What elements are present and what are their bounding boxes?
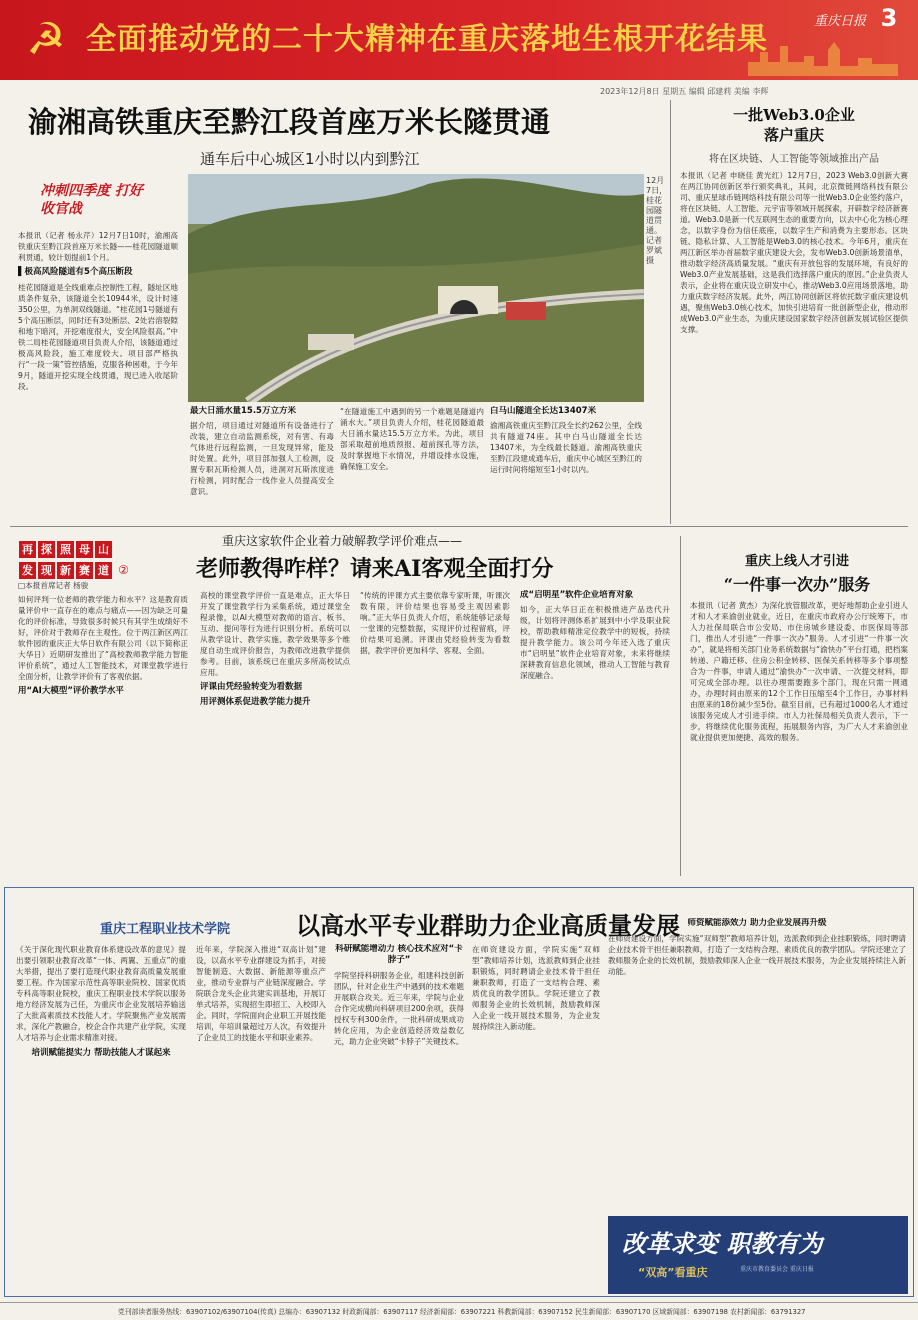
page-banner <box>0 0 918 80</box>
vocational-title: 以高水平专业群助力企业高质量发展 <box>296 911 680 940</box>
lead-title: 渝湘高铁重庆至黔江段首座万米长隧贯通 <box>28 105 551 139</box>
stamp-char: 探 <box>38 541 55 558</box>
skyline-decoration-icon <box>748 40 898 76</box>
vocational-column-5 <box>608 918 906 1210</box>
column-divider <box>670 100 671 524</box>
vocational-body-1: 《关于深化现代职业教育体系建设改革的意见》提出要引领职业教育改革“一体、两翼、五重点”的重大举措，提出了要打造现代职业教育高质量发展重要工程。作为国家示范性高等职业院校、国家优质专科高等职业院校，重庆工程职业技术学院以服务地方经济发展为己任，为重庆市企业发展培养输送了大批高素质技术技能人才。学院聚焦产业发展需求，深化产教融合，校企合作共建产业学院，实现人才培养与企业需求精准对接。 <box>16 945 186 1042</box>
education-body-2: 高校的课堂教学评价一直是难点，正大华日开发了课堂教学行为采集系统，通过课堂全程录像，以AI大模型对教师的语言、板书、互动、提问等行为进行识别分析。系统可以从教学设计、教学实施、教学效果等多个维度自动生成评价报告，为教师改进教学提供参考。目前，该系统已在重庆多所高校试点应用。 <box>200 591 350 677</box>
vocational-subhead-3: 师资赋能添效力 助力企业发展再升级 <box>687 918 827 928</box>
vocational-subhead-2: 科研赋能增动力 核心技术应对“卡脖子” <box>335 944 463 965</box>
education-body-4: 如今，正大华日正在积极推进产品迭代升级，计划将评测体系扩展到中小学及职业院校，帮助教师精准定位教学中的短板，持续提升教学能力。该公司今年还入选了重庆市“启明星”软件企业培育对象，未来将继续深耕教育信息化领域，推动人工智能与教育深度融合。 <box>520 605 670 680</box>
education-subhead-4: 成“启明星”软件企业培育对象 <box>520 590 634 600</box>
education-body-1: 如何评判一位老师的教学能力和水平？这是教育质量评价中一直存在的难点与痛点——因为缺乏可量化的评价标准，导致很多时候只有其学生成绩好不好，评价对于教师存在主观性。位于两江新区两江软件园的重庆正大华日软件有限公司（以下简称正大华日）近期研发推出了“高校教师教学能力智能评价系统”，通过人工智能技术，对课堂教学进行全面分析，让教学评价有了客观依据。 <box>18 595 188 681</box>
stamp-char: 山 <box>95 541 112 558</box>
dateline: 2023年12月8日 星期五 编辑 邱建莉 美编 李辉 <box>600 87 769 96</box>
tunnel-photo <box>188 174 644 402</box>
vocational-body-4: 在师资建设方面，学院实施“双师型”教师培养计划，选派教师到企业挂职锻炼，同时聘请企业技术骨干担任兼职教师，打造了一支结构合理、素质优良的教学团队。学院还建立了教师服务企业的长效机制，鼓励教师深入企业一线开展技术服务，为企业发展持续注入新动能。 <box>472 945 600 1031</box>
vocational-column-1 <box>16 944 186 1290</box>
stamp-char: 照 <box>57 541 74 558</box>
education-column-3 <box>360 590 510 872</box>
education-subhead-3: 用评测体系促进教学能力提升 <box>200 697 311 707</box>
lead-byline: 本报讯（记者 杨永芹）12月7日10时，渝湘高铁重庆至黔江段首座万米长隧——桂花园隧道顺利贯通，较计划提前1个月。 <box>18 231 178 262</box>
lead-body-4: 渝湘高铁重庆至黔江段全长约262公里，全线共有隧道74座。其中白马山隧道全长达13407米，为全线最长隧道。渝湘高铁重庆至黔江段建成通车后，重庆中心城区至黔江的运行时间将缩短至1小时以内。 <box>490 421 642 474</box>
vocational-column-2 <box>196 944 326 1290</box>
education-subhead-2: 评课由凭经验转变为看数据 <box>200 682 303 692</box>
stamp-char: 现 <box>38 562 55 579</box>
education-body-3: “传统的评课方式主要依靠专家听课，听课次数有限，评价结果也容易受主观因素影响。”正大华日负责人介绍，系统能够记录每一堂课的完整数据，实现评价过程留痕，评价结果可追溯。评课由凭经验转变为看数据，教学评价更加科学、客观、全面。 <box>360 591 510 655</box>
talent-title-line1: 重庆上线人才引进 <box>744 554 849 569</box>
stamp-char: 新 <box>57 562 74 579</box>
section-divider <box>10 526 908 527</box>
lead-subhead-1: ▌极高风险隧道有5个高压断段 <box>18 267 133 277</box>
ad-slogan: 改革求变 职教有为 <box>622 1229 823 1258</box>
talent-title-line2: “一件事一次办”服务 <box>723 575 871 594</box>
web3-title-line1: 一批Web3.0企业 <box>733 106 855 124</box>
campaign-ad <box>608 1216 908 1294</box>
education-byline: □本报首席记者 杨骏 <box>18 581 89 590</box>
lead-column-1 <box>18 230 178 482</box>
lead-body-1: 桂花园隧道是全线重难点控制性工程，隧址区地质条件复杂，该隧道全长10944米，设计时速350公里，为单洞双线隧道。“桂花园1号隧道有5个高压断层，同时还有3处断层、2处岩溶裂隙和地下暗河，开挖难度很大，安全风险很高。”中铁二局桂花园隧道项目负责人介绍，该隧道通过极高风险段，施工难度较大。项目部严格执行“一段一策”管控措施，克服各种困难，于今年9月，隧道开挖实现全线贯通，现已进入收尾阶段。 <box>18 283 178 391</box>
stamp-char: 再 <box>19 541 36 558</box>
education-column-2 <box>200 590 350 872</box>
vocational-body-3: 学院坚持科研服务企业，组建科技创新团队，针对企业生产中遇到的技术难题开展联合攻关。近三年来，学院与企业合作完成横向科研项目200余项，获得授权专利300余件，一批科研成果成功转化应用，为企业创造经济效益数亿元，助力企业突破“卡脖子”关键技术。 <box>334 971 464 1046</box>
column-stamp <box>18 538 160 578</box>
paper-name-logo: 重庆日报 <box>813 14 866 29</box>
education-column-1 <box>18 580 188 872</box>
page-number: 3 <box>880 4 898 32</box>
ad-sub: “双高”看重庆 <box>638 1266 708 1279</box>
web3-body: 本报讯（记者 申晓佳 黄光红）12月7日，2023 Web3.0创新大赛在两江协同创新区举行颁奖典礼，其间，北京微链网络科技有限公司、重庆星球币链网络科技有限公司等一批Web3.0企业签约落户，将在区块链、人工智能、元宇宙等领域开展探索，开辟数字经济新赛道。Web3.0是新一代互联网生态的重要方向，以去中心化为核心理念，以数字身份为信任底座，以数字生产和消费为主要形态。区块链、隐私计算、人工智能是Web3.0的核心技术。今年6月，重庆在两江新区举办首届数字重庆建设大会，发布Web3.0创新场景清单，推动数字经济高质量发展。“重庆有开放包容的发展环境，有良好的Web3.0产业发展基础，这是我们选择落户重庆的原因。”企业负责人表示，企业将在重庆设立研发中心，推动Web3.0应用场景落地，助力重庆数字经济发展。此外，两江协同创新区将依托数字重庆建设机遇，聚焦Web3.0核心技术，加快引进培育一批创新型企业，推动形成Web3.0产业生态，为重庆建设国家数字经济创新发展试验区提供支撑。 <box>680 171 908 334</box>
web3-title-line2: 落户重庆 <box>763 126 824 144</box>
vocational-body-2: 近年来，学院深入推进“双高计划”建设，以高水平专业群建设为抓手，对接智能制造、大数据、新能源等重点产业，推动专业群与产业链深度融合。学院联合龙头企业共建实训基地，开展订单式培养，实现招生即招工、入校即入企。同时，学院面向企业职工开展技能培训，年培训量超过万人次，有效提升了企业员工的技能水平和职业素养。 <box>196 945 326 1042</box>
education-kicker: 重庆这家软件企业着力破解教学评价难点—— <box>222 534 463 548</box>
column-index: ② <box>118 563 129 577</box>
web3-subtitle: 将在区块链、人工智能等领域推出产品 <box>709 154 879 165</box>
page-footer: 党刊部读者服务热线：63907102/63907104(传真) 总编办：63907132 时政新闻部：63907117 经济新闻部：63907221 科教新闻部：63907152 民生新闻部：63907170 区域新闻部：63907198 农村新闻部：63791327 <box>0 1302 918 1320</box>
talent-body: 本报讯（记者 黄杰）为深化放管服改革，更好地帮助企业引进人才和人才来渝创业就业，近日，在重庆市政府办公厅统筹下，市人力社保局联合市公安局、市住房城乡建设委、市医保局等部门，推出人才引进“一件事一次办”服务。人才引进“一件事一次办”，就是将相关部门业务系统数据与“渝快办”平台打通，把档案转递、户籍迁移、住房公积金转移、医保关系转移等多个事项整合为一件事，申请人通过“渝快办”一次申请、一次提交材料，即可完成全部办理。以往办理需要跑多个部门，现在只需一网通办，办理时间由原来的12个工作日压缩至4个工作日，办事材料由原来的18份减少至5份。截至目前，已有超过1000名人才通过该服务完成人才引进手续。市人力社保局相关负责人表示，下一步，将继续优化服务流程，拓展服务内容，为广大人才来渝创业就业提供更加便捷、高效的服务。 <box>690 601 908 742</box>
campaign-tag: 冲刺四季度 打好收官战 <box>40 183 143 217</box>
column-divider <box>680 536 681 876</box>
education-column-4 <box>520 590 670 872</box>
ad-credit: 重庆市教育委员会 重庆日报 <box>740 1266 814 1273</box>
lead-subhead-3: 白马山隧道全长达13407米 <box>490 406 597 416</box>
vocational-column-3 <box>334 944 464 1290</box>
party-emblem-icon: ☭ <box>26 14 66 65</box>
lead-column-3 <box>340 406 484 532</box>
vocational-column-4 <box>472 944 600 1290</box>
school-name: 重庆工程职业技术学院 <box>100 922 231 937</box>
stamp-char: 母 <box>76 541 93 558</box>
lead-body-3: “在隧道施工中遇到的另一个难题是隧道内涌水大。”项目负责人介绍，桂花园隧道最大日涌水量达15.5万立方米。为此，项目部采取超前地质预报、超前探孔等方法，及时掌握地下水情况，并增设排水设施，确保施工安全。 <box>340 407 484 471</box>
vocational-subhead-1: 培训赋能提实力 帮助技能人才谋起来 <box>31 1048 171 1058</box>
banner-headline: 全面推动党的二十大精神在重庆落地生根开花结果 <box>86 22 768 57</box>
education-subhead-1: 用“AI大模型”评价教学水平 <box>18 686 124 696</box>
lead-subhead-2: 最大日涌水量15.5万立方米 <box>190 406 296 416</box>
lead-subtitle: 通车后中心城区1小时以内到黔江 <box>200 150 420 168</box>
photo-caption: 12月7日，桂花园隧道贯通。记者 罗斌 摄 <box>646 176 668 265</box>
education-title: 老师教得咋样？请来AI客观全面打分 <box>196 556 554 582</box>
stamp-char: 赛 <box>76 562 93 579</box>
lead-column-4 <box>490 406 642 532</box>
lead-column-2 <box>190 406 334 532</box>
lead-body-2: 据介绍，项目通过对隧道所有设备进行了改装，建立自动监测系统，对有害、有毒气体进行远程监测，一旦发现异常，能及时处置。此外，项目部加强人工检测，设置专职瓦斯检测人员，进洞对瓦斯浓度进行检测，同时配合一线作业人员提高安全意识。 <box>190 421 334 496</box>
stamp-char: 道 <box>95 562 112 579</box>
vocational-body-4b: 在师资建设方面，学院实施“双师型”教师培养计划，选派教师到企业挂职锻炼，同时聘请企业技术骨干担任兼职教师，打造了一支结构合理、素质优良的教学团队。学院还建立了教师服务企业的长效机制，鼓励教师深入企业一线开展技术服务，为企业发展持续注入新动能。 <box>608 934 906 976</box>
stamp-char: 发 <box>19 562 36 579</box>
